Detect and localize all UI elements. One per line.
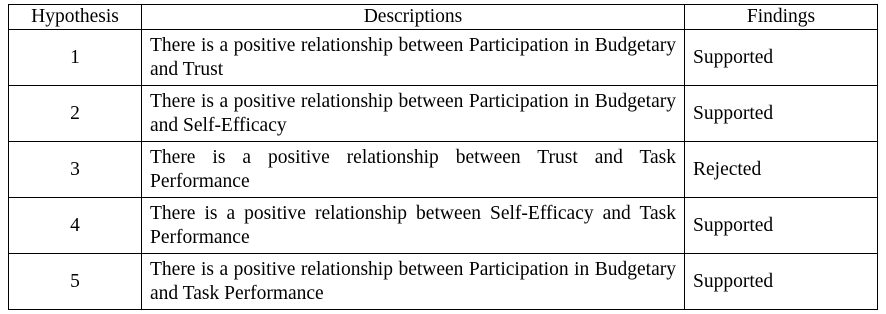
hypothesis-number: 1: [9, 30, 142, 86]
header-descriptions: Descriptions: [142, 5, 685, 30]
hypothesis-number: 5: [9, 254, 142, 310]
header-findings: Findings: [685, 5, 878, 30]
hypothesis-description: There is a positive relationship between Self-Efficacy and Task Performance: [142, 198, 685, 254]
header-hypothesis: Hypothesis: [9, 5, 142, 30]
table-body: [9, 30, 878, 310]
hypothesis-finding: Supported: [685, 254, 878, 310]
table-row: [9, 198, 878, 254]
hypothesis-finding: Rejected: [685, 142, 878, 198]
table-row: [9, 254, 878, 310]
hypothesis-number: 2: [9, 86, 142, 142]
hypothesis-description: There is a positive relationship between Participation in Budgetary and Self-Efficacy: [142, 86, 685, 142]
table-row: [9, 142, 878, 198]
hypothesis-finding: Supported: [685, 198, 878, 254]
table-row: [9, 30, 878, 86]
hypothesis-number: 3: [9, 142, 142, 198]
hypothesis-description: There is a positive relationship between Participation in Budgetary and Task Performance: [142, 254, 685, 310]
hypothesis-finding: Supported: [685, 30, 878, 86]
table-header: [9, 5, 878, 30]
hypothesis-finding: Supported: [685, 86, 878, 142]
hypothesis-description: There is a positive relationship between Participation in Budgetary and Trust: [142, 30, 685, 86]
hypothesis-number: 4: [9, 198, 142, 254]
header-row: [9, 5, 878, 30]
table-row: [9, 86, 878, 142]
hypothesis-table: [8, 4, 878, 310]
hypothesis-description: There is a positive relationship between Trust and Task Performance: [142, 142, 685, 198]
